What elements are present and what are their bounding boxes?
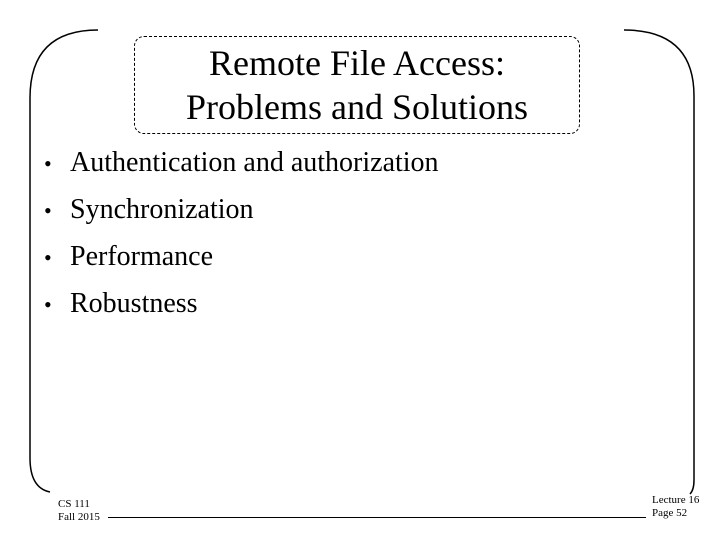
bullet-list <box>44 140 439 328</box>
bullet-dot-icon: • <box>44 198 52 223</box>
frame-bottom-left-corner <box>30 458 50 492</box>
bullet-dot-icon: • <box>44 292 52 317</box>
footer-course: CS 111 <box>58 498 90 510</box>
bullet-item <box>44 234 439 281</box>
bullet-item <box>44 281 439 328</box>
footer-lecture: Lecture 16 <box>652 494 700 506</box>
frame-bottom-right-corner <box>690 480 694 494</box>
bullet-dot-icon: • <box>44 245 52 270</box>
bullet-text: Synchronization <box>70 194 254 225</box>
bullet-text: Authentication and authorization <box>70 147 439 178</box>
bullet-text: Performance <box>70 241 214 272</box>
title-line-2: Problems and Solutions <box>185 87 529 127</box>
footer-course-info <box>58 498 100 524</box>
footer-page-info <box>652 494 699 520</box>
bullet-item <box>44 187 439 234</box>
title-line-1: Remote File Access: <box>209 43 505 83</box>
bullet-dot-icon: • <box>44 151 52 176</box>
slide-title <box>134 36 580 134</box>
frame-top-left-corner <box>30 30 98 98</box>
bullet-item <box>44 140 439 187</box>
footer-page: Page 52 <box>652 507 688 519</box>
frame-top-right-corner <box>624 30 694 96</box>
footer-divider <box>108 517 646 518</box>
footer-term: Fall 2015 <box>58 511 100 523</box>
bullet-text: Robustness <box>70 288 198 319</box>
